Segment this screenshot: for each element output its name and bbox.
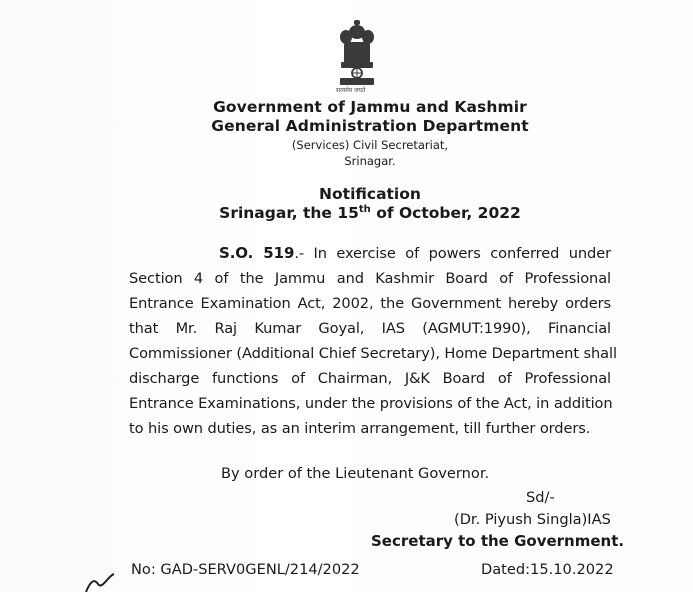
department-subtitle: (Services) Civil Secretariat, bbox=[291, 138, 449, 152]
body-line: Section 4 of the Jammu and Kashmir Board of Professional bbox=[129, 270, 611, 287]
by-order-line: By order of the Lieutenant Governor. bbox=[221, 465, 490, 482]
body-line: Entrance Examinations, under the provisions of the Act, in addition bbox=[129, 395, 613, 412]
body-line: Entrance Examination Act, 2002, the Government hereby orders bbox=[129, 295, 611, 312]
signed-mark: Sd/- bbox=[526, 489, 555, 506]
so-number: S.O. 519 bbox=[219, 244, 295, 262]
notification-title: Notification bbox=[319, 185, 421, 203]
issue-date: Dated:15.10.2022 bbox=[481, 561, 614, 578]
body-line: to his own duties, as an interim arrangement, till further orders. bbox=[129, 420, 591, 437]
department-title: General Administration Department bbox=[211, 117, 529, 135]
government-title: Government of Jammu and Kashmir bbox=[213, 98, 527, 116]
pen-stroke-mark bbox=[78, 572, 118, 592]
notification-body bbox=[129, 241, 617, 441]
department-city: Srinagar. bbox=[344, 154, 396, 168]
body-line: Commissioner (Additional Chief Secretary), Home Department shall bbox=[129, 345, 617, 362]
emblem-caption: सत्यमेव जयते bbox=[336, 87, 366, 94]
notification-date-place: Srinagar, the 15th of October, 2022 bbox=[219, 204, 521, 222]
body-line: that Mr. Raj Kumar Goyal, IAS (AGMUT:1990), Financial bbox=[129, 320, 611, 337]
body-line: S.O. 519.- In exercise of powers conferred under bbox=[219, 244, 611, 262]
signatory-designation: Secretary to the Government. bbox=[371, 532, 625, 550]
body-line: discharge functions of Chairman, J&K Board of Professional bbox=[129, 370, 611, 387]
reference-number: No: GAD-SERV0GENL/214/2022 bbox=[131, 561, 360, 578]
signatory-name: (Dr. Piyush Singla)IAS bbox=[454, 511, 611, 528]
